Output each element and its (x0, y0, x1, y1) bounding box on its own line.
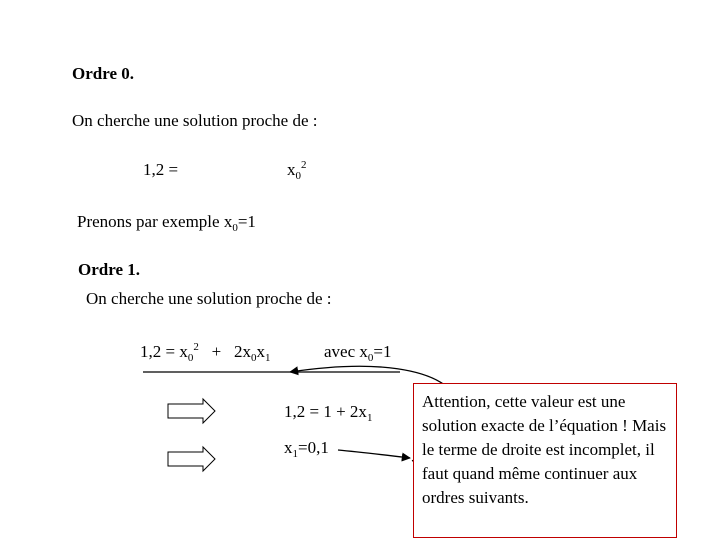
order0-example (77, 212, 256, 232)
order1-step2-val: =0,1 (298, 438, 329, 457)
block-arrow-2 (168, 447, 215, 471)
order1-eq-term-sub0: 0 (250, 352, 257, 364)
order1-eq-x-sup: 2 (193, 341, 199, 353)
order0-x-sub: 0 (295, 170, 301, 182)
order1-heading: Ordre 1. (78, 260, 141, 279)
order0-example-val: =1 (237, 212, 256, 231)
order1-eq-x-sub: 0 (187, 352, 194, 364)
order0-x: x (287, 160, 296, 179)
note-box (413, 383, 677, 538)
order1-avec (324, 342, 391, 362)
order0-x-sup: 2 (301, 159, 307, 171)
order1-avec-val: =1 (373, 342, 392, 361)
order1-avec-label: avec x (324, 342, 368, 361)
order1-eq-x: x (179, 342, 188, 361)
note-text: Attention, cette valeur est une solution exacte de l’équation ! Mais le terme de droite est incomplet, il faut quand même continuer aux ordres suivants. (422, 392, 667, 507)
order1-eq-plus: + (211, 342, 222, 361)
order1-step1-eq: 1,2 = 1 + 2x (284, 402, 367, 421)
block-arrow-1 (168, 399, 215, 423)
order1-equation (140, 342, 270, 362)
order0-example-sub: 0 (232, 222, 238, 234)
order1-eq-term-sub1: 1 (264, 352, 271, 364)
order1-eq-term-x: x (256, 342, 265, 361)
order1-step2-x: x (284, 438, 293, 457)
order0-search-text: On cherche une solution proche de : (72, 111, 318, 130)
result-arrow (338, 450, 410, 458)
order1-step1 (284, 402, 372, 422)
order1-eq-lhs: 1,2 = (140, 342, 176, 361)
order1-step2-sub: 1 (292, 448, 298, 460)
order1-search-text: On cherche une solution proche de : (86, 289, 332, 308)
order0-eq-lhs: 1,2 = (143, 160, 179, 179)
order1-avec-sub: 0 (367, 352, 374, 364)
order0-example-text: Prenons par exemple x (77, 212, 233, 231)
order0-eq-rhs (287, 160, 307, 180)
order1-eq-term: 2x (233, 342, 251, 361)
order1-step1-sub: 1 (366, 412, 373, 424)
order0-heading: Ordre 0. (72, 64, 135, 83)
order1-step2 (284, 438, 329, 458)
